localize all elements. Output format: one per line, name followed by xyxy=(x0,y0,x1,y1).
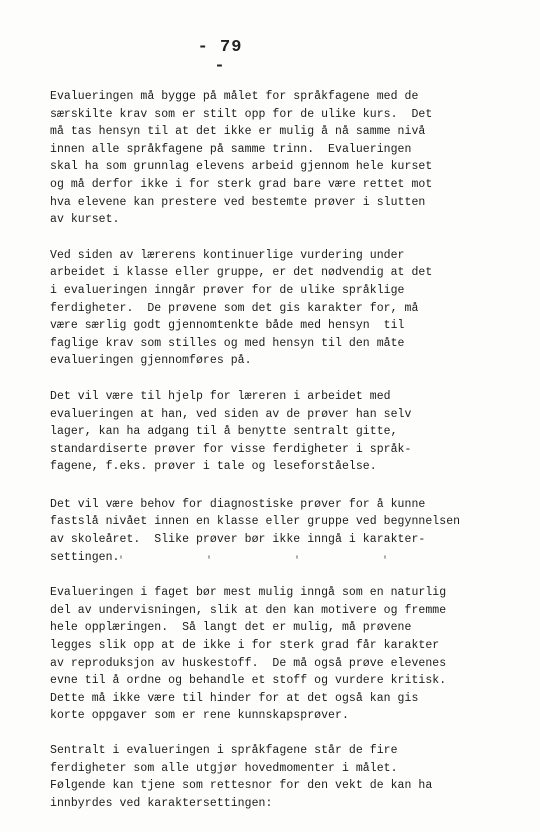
text-line: korte oppgaver som er rene kunnskapsprøver. xyxy=(50,709,349,723)
text-line: og må derfor ikke i for sterk grad bare være rettet mot xyxy=(50,177,433,191)
text-line: Dette må ikke være til hinder for at det også kan gis xyxy=(50,691,419,705)
text-line: av kurset. xyxy=(50,213,120,227)
text-line: arbeidet i klasse eller gruppe, er det nødvendig at det xyxy=(50,266,433,280)
text-line: evne til å ordne og behandle et stoff og vurdere kritisk. xyxy=(50,674,447,688)
text-line: ferdigheter. De prøvene som det gis karakter for, må xyxy=(50,301,419,315)
paragraph xyxy=(50,496,490,566)
text-line: lager, kan ha adgang til å benytte sentralt gitte, xyxy=(50,425,398,439)
text-line: settingen. xyxy=(50,550,120,564)
text-line: hele opplæringen. Så langt det er mulig, må prøvene xyxy=(50,621,412,635)
text-line: standardiserte prøver for visse ferdigheter i språk- xyxy=(50,442,412,456)
text-line: Sentralt i evalueringen i språkfagene står de fire xyxy=(50,744,398,757)
paragraph xyxy=(50,584,490,725)
text-line: Evalueringen må bygge på målet for språkfagene med de xyxy=(50,90,419,103)
text-line: hva elevene kan prestere ved bestemte prøver i slutten xyxy=(50,195,426,209)
text-line: fagene, f.eks. prøver i tale og leseforståelse. xyxy=(50,460,377,474)
text-line: fastslå nivået innen en klasse eller gruppe ved begynnelsen xyxy=(50,515,461,529)
text-line: Det vil være behov for diagnostiske prøver for å kunne xyxy=(50,497,426,511)
text-line: del av undervisningen, slik at den kan motivere og fremme xyxy=(50,603,447,617)
paragraph xyxy=(50,388,490,476)
paragraph xyxy=(50,742,490,812)
text-line: Evalueringen i faget bør mest mulig inngå som en naturlig xyxy=(50,586,447,600)
text-line: evalueringen gjennomføres på. xyxy=(50,354,252,368)
page-number: - 79 - xyxy=(197,38,243,76)
text-line: faglige krav som stilles og med hensyn til den måte xyxy=(50,336,405,350)
text-line: av skoleåret. Slike prøver bør ikke inngå i karakter- xyxy=(50,533,426,547)
document-body xyxy=(50,88,490,831)
text-line: Det vil være til hjelp for læreren i arbeidet med xyxy=(50,389,391,403)
text-line: må tas hensyn til at det ikke er mulig å nå samme nivå xyxy=(50,125,426,139)
text-line: Følgende kan tjene som rettesnor for den vekt de kan ha xyxy=(50,779,433,793)
text-line: av reproduksjon av huskestoff. De må også prøve elevenes xyxy=(50,656,447,670)
text-line: i evalueringen inngår prøver for de ulike språklige xyxy=(50,283,405,297)
text-line: særskilte krav som er stilt opp for de ulike kurs. Det xyxy=(50,107,433,121)
text-line: være særlig godt gjennomtenkte både med hensyn til xyxy=(50,319,405,333)
text-line: evalueringen at han, ved siden av de prøver han selv xyxy=(50,407,412,421)
paragraph xyxy=(50,88,490,229)
text-line: innbyrdes ved karaktersettingen: xyxy=(50,796,273,810)
paragraph xyxy=(50,247,490,370)
text-line: legges slik opp at de ikke i for sterk grad får karakter xyxy=(50,639,440,653)
text-line: skal ha som grunnlag elevens arbeid gjennom hele kurset xyxy=(50,160,433,174)
stray-marks: ' ' ' ' xyxy=(118,556,427,567)
text-line: ferdigheter som alle utgjør hovedmomenter i målet. xyxy=(50,761,398,775)
text-line: Ved siden av lærerens kontinuerlige vurdering under xyxy=(50,248,405,262)
text-line: innen alle språkfagene på samme trinn. Evalueringen xyxy=(50,142,412,156)
